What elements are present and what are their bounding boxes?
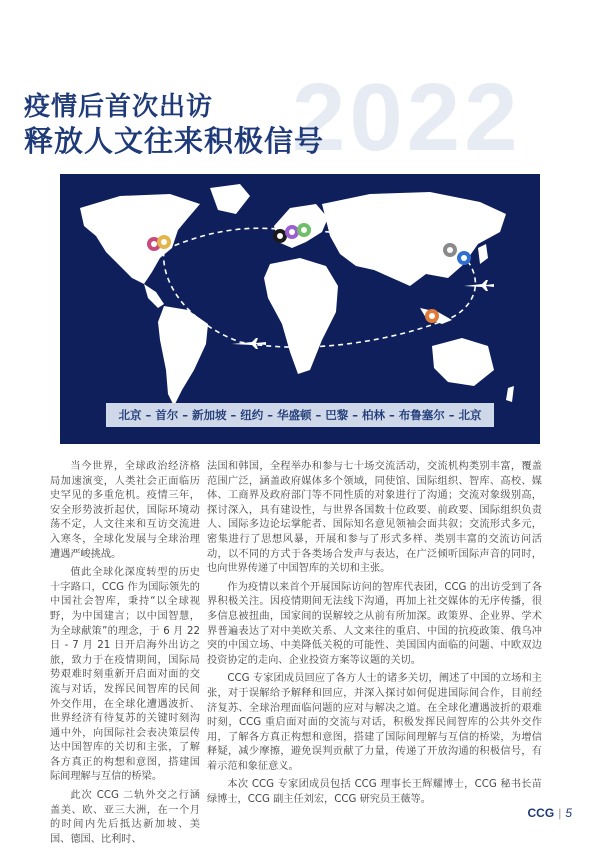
footer-brand: CCG (527, 806, 555, 820)
japan (478, 244, 488, 264)
world-route-map (60, 174, 540, 444)
africa (264, 258, 338, 374)
pin-seoul-icon (457, 251, 471, 265)
paragraph: 本次 CCG 专家团成员包括 CCG 理事长王辉耀博士，CCG 秘书长苗绿博士，CCG 副主任刘宏，CCG 研究员王薇等。 (207, 779, 542, 806)
body-column-left (50, 460, 200, 851)
page-number: 5 (565, 806, 572, 820)
north-america (80, 194, 200, 284)
greenland (210, 184, 250, 214)
body-column-right (207, 460, 542, 812)
pin-brussels-icon (297, 223, 311, 237)
pin-washington-icon (157, 235, 171, 249)
paragraph: 当今世界，全球政治经济格局加速演变，人类社会正面临历史罕见的多重危机。疫情三年，安全形势波折起伏，国际环境动荡不定，人文往来和互访交流进入寒冬，全球化发展与全球治理遭遇严峻挑战。 (50, 461, 200, 560)
australia (432, 338, 494, 386)
paragraph: 法国和韩国，全程举办和参与七十场交流活动，交流机构类别丰富，覆盖范围广泛，涵盖政府媒体多个领域，同使馆、国际组织、智库、高校、媒体、工商界及政府部门等不同性质的对象进行了沟通；交流对象级别高，探讨深入，具有建设性，与世界各国数十位政要、前政要、国际组织负责人、国际多边论坛掌舵者、国际知名意见领袖会面共叙；交流形式多元，密集进行了思想风暴，开展和参与了形式多样、类别丰富的交流访问活动，以不同的方式于各类场合发声与表达，在广泛倾听国际声音的同时，也向世界传递了中国智库的关切和主张。 (207, 461, 542, 575)
paragraph: 值此全球化深度转型的历史十字路口，CCG 作为国际领先的中国社会智库，秉持“以全球视野，为中国建言；以中国智慧，为全球献策”的理念，于 6 月 22 日 - 7 月 21 日开启海外出访之旅，致力于在疫情期间，国际局势艰难时刻重新开启面对面的交流与对话，发挥民间智库的民间外交作用，在全球化遭遇波折、世界经济有待复苏的关键时刻沟通中外，向国际社会表决策层传达中国智库的关切和主张，了解各方真正的构想和意图，搭建国际间理解与互信的桥梁。 (50, 567, 200, 783)
route-caption-bar (60, 402, 540, 428)
title-line-2: 释放人文往来积极信号 (24, 123, 325, 158)
year-watermark: 2022 (292, 64, 522, 171)
new-zealand (506, 386, 514, 402)
page-title (24, 92, 324, 159)
airplane-icon (232, 338, 266, 349)
asia (322, 192, 506, 286)
page-footer (528, 806, 572, 820)
central-america (144, 284, 164, 308)
paragraph: 作为疫情以来首个开展国际访问的智库代表团，CCG 的出访受到了各界积极关注。因疫情期间无法线下沟通，再加上社交媒体的无序传播，很多信息被扭曲，国家间的误解较之从前有所加深。政策界、企业界、学术界普遍表达了对中美欧关系、人文来往的重启、中国的抗疫政策、俄乌冲突的中国立场、中美降低关税的可能性、美国国内面临的问题、中欧双边投资协定的走向、企业投资方案等议题的关切。 (207, 581, 542, 666)
pin-beijing-icon (443, 243, 457, 257)
paragraph: 此次 CCG 二轨外交之行涵盖美、欧、亚三大洲，在一个月的时间内先后抵达新加坡、美国、德国、比利时、 (50, 790, 200, 845)
paragraph: CCG 专家团成员回应了各方人士的诸多关切，阐述了中国的立场和主张，对于误解给予解释和回应，并深入探讨如何促进国际间合作，目前经济复苏、全球治理面临问题的应对与解决之道。在全球化遭遇波折的艰难时刻，CCG 重启面对面的交流与对话，积极发挥民间智库的公共外交作用，了解各方真正构想和意图，搭建了国际间理解与互信的桥梁，为增信释疑，减少摩擦，避免误判贡献了力量，传递了开放沟通的积极信号，有着示范和象征意义。 (207, 673, 542, 772)
footer-separator: | (558, 806, 562, 820)
pin-berlin-icon (285, 225, 299, 239)
airplane-icon (464, 280, 494, 291)
pin-singapore-icon (425, 309, 439, 323)
pin-paris-icon (273, 229, 287, 243)
title-line-1: 疫情后首次出访 (24, 92, 214, 122)
route-caption: 北京 – 首尔 – 新加坡 – 纽约 – 华盛顿 – 巴黎 – 柏林 – 布鲁塞尔 – 北京 (106, 403, 493, 427)
continents (80, 184, 514, 406)
